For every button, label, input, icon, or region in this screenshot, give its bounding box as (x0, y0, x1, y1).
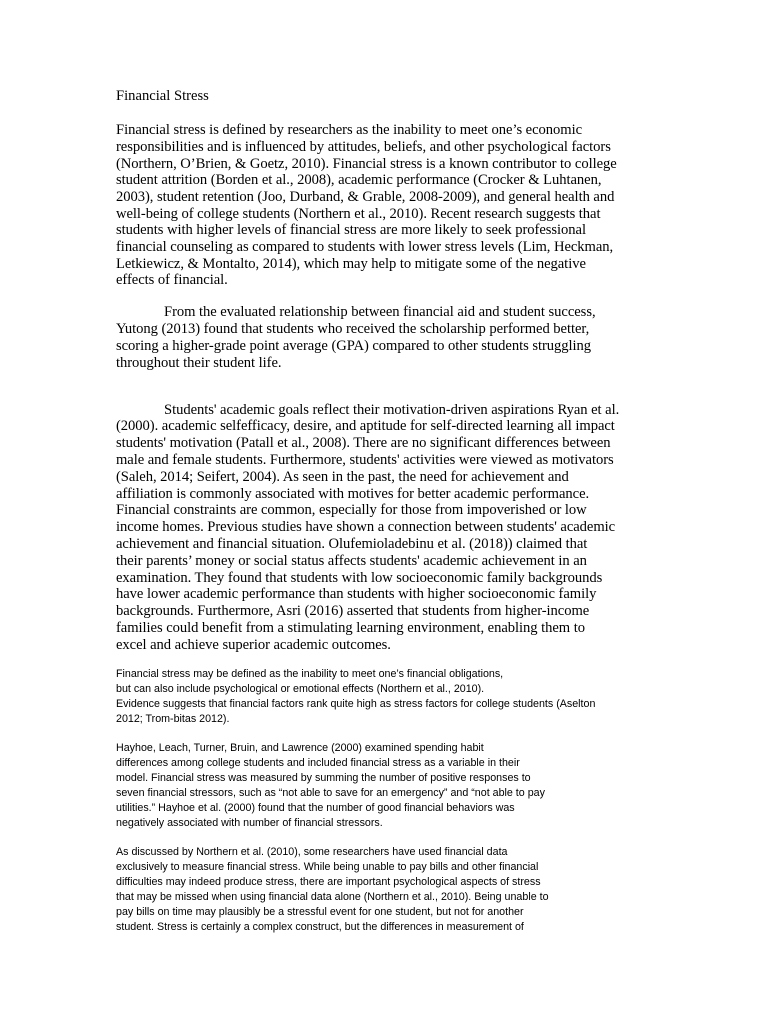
text-line: Hayhoe, Leach, Turner, Bruin, and Lawrence (2000) examined spending habit (116, 742, 484, 754)
text-line: financial counseling as compared to students with lower stress levels (Lim, Heckman, (116, 239, 614, 255)
text-line: (Saleh, 2014; Seifert, 2004). As seen in the past, the need for achievement and (116, 469, 569, 485)
text-line: Financial stress may be defined as the inability to meet one’s financial obligations, (116, 668, 504, 680)
text-line: (2000). academic selfefficacy, desire, and aptitude for self-directed learning all impact (116, 418, 615, 434)
text-line: 2003), student retention (Joo, Durband, & Grable, 2008-2009), and general health and (116, 189, 615, 205)
text-line: but can also include psychological or emotional effects (Northern et al., 2010). (116, 683, 485, 695)
text-line: student. Stress is certainly a complex construct, but the differences in measurement of (116, 921, 524, 933)
text-line: that may be missed when using financial data alone (Northern et al., 2010). Being unable to (116, 891, 549, 903)
text-line: From the evaluated relationship between financial aid and student success, (164, 304, 596, 320)
text-line: effects of financial. (116, 272, 228, 288)
text-line: students' motivation (Patall et al., 2008). There are no significant differences between (116, 435, 611, 451)
text-line: families could benefit from a stimulating learning environment, enabling them to (116, 620, 585, 636)
text-line: achievement and financial situation. Olufemioladebinu et al. (2018)) claimed that (116, 536, 588, 552)
text-line: differences among college students and included financial stress as a variable in their (116, 757, 520, 769)
text-line: difficulties may indeed produce stress, there are important psychological aspects of stress (116, 876, 541, 888)
text-line: As discussed by Northern et al. (2010), some researchers have used financial data (116, 846, 508, 858)
text-line: negatively associated with number of financial stressors. (116, 817, 383, 829)
text-line: their parents’ money or social status affects students' academic achievement in an (116, 553, 587, 569)
text-line: utilities.” Hayhoe et al. (2000) found that the number of good financial behaviors was (116, 802, 515, 814)
document-title: Financial Stress (116, 88, 209, 104)
text-line: model. Financial stress was measured by summing the number of positive responses to (116, 772, 531, 784)
text-line: seven financial stressors, such as “not able to save for an emergency” and “not able to pay (116, 787, 545, 799)
text-line: examination. They found that students with low socioeconomic family backgrounds (116, 570, 603, 586)
text-line: have lower academic performance than students with higher socioeconomic family (116, 586, 597, 602)
text-line: Evidence suggests that financial factors rank quite high as stress factors for college students (Aselton (116, 698, 596, 710)
text-line: 2012; Trom-bitas 2012). (116, 713, 230, 725)
text-line: Yutong (2013) found that students who received the scholarship performed better, (116, 321, 590, 337)
text-line: income homes. Previous studies have shown a connection between students' academic (116, 519, 616, 535)
text-line: students with higher levels of financial stress are more likely to seek professional (116, 222, 586, 238)
text-line: affiliation is commonly associated with motives for better academic performance. (116, 486, 590, 502)
text-line: pay bills on time may plausibly be a stressful event for one student, but not for another (116, 906, 524, 918)
text-line: Students' academic goals reflect their motivation-driven aspirations Ryan et al. (164, 402, 620, 418)
text-line: scoring a higher-grade point average (GPA) compared to other students struggling (116, 338, 592, 354)
text-line: exclusively to measure financial stress. While being unable to pay bills and other financial (116, 861, 539, 873)
text-line: Financial constraints are common, especially for those from impoverished or low (116, 502, 587, 518)
text-line: Financial stress is defined by researchers as the inability to meet one’s economic (116, 122, 583, 138)
text-line: responsibilities and is influenced by attitudes, beliefs, and other psychological factors (116, 139, 611, 155)
text-line: student attrition (Borden et al., 2008), academic performance (Crocker & Luhtanen, (116, 172, 602, 188)
text-line: throughout their student life. (116, 355, 282, 371)
text-line: (Northern, O’Brien, & Goetz, 2010). Financial stress is a known contributor to college (116, 156, 617, 172)
text-line: excel and achieve superior academic outcomes. (116, 637, 391, 653)
text-line: well-being of college students (Northern et al., 2010). Recent research suggests that (116, 206, 601, 222)
text-line: male and female students. Furthermore, students' activities were viewed as motivators (116, 452, 614, 468)
text-line: backgrounds. Furthermore, Asri (2016) asserted that students from higher-income (116, 603, 590, 619)
text-line: Letkiewicz, & Montalto, 2014), which may help to mitigate some of the negative (116, 256, 586, 272)
